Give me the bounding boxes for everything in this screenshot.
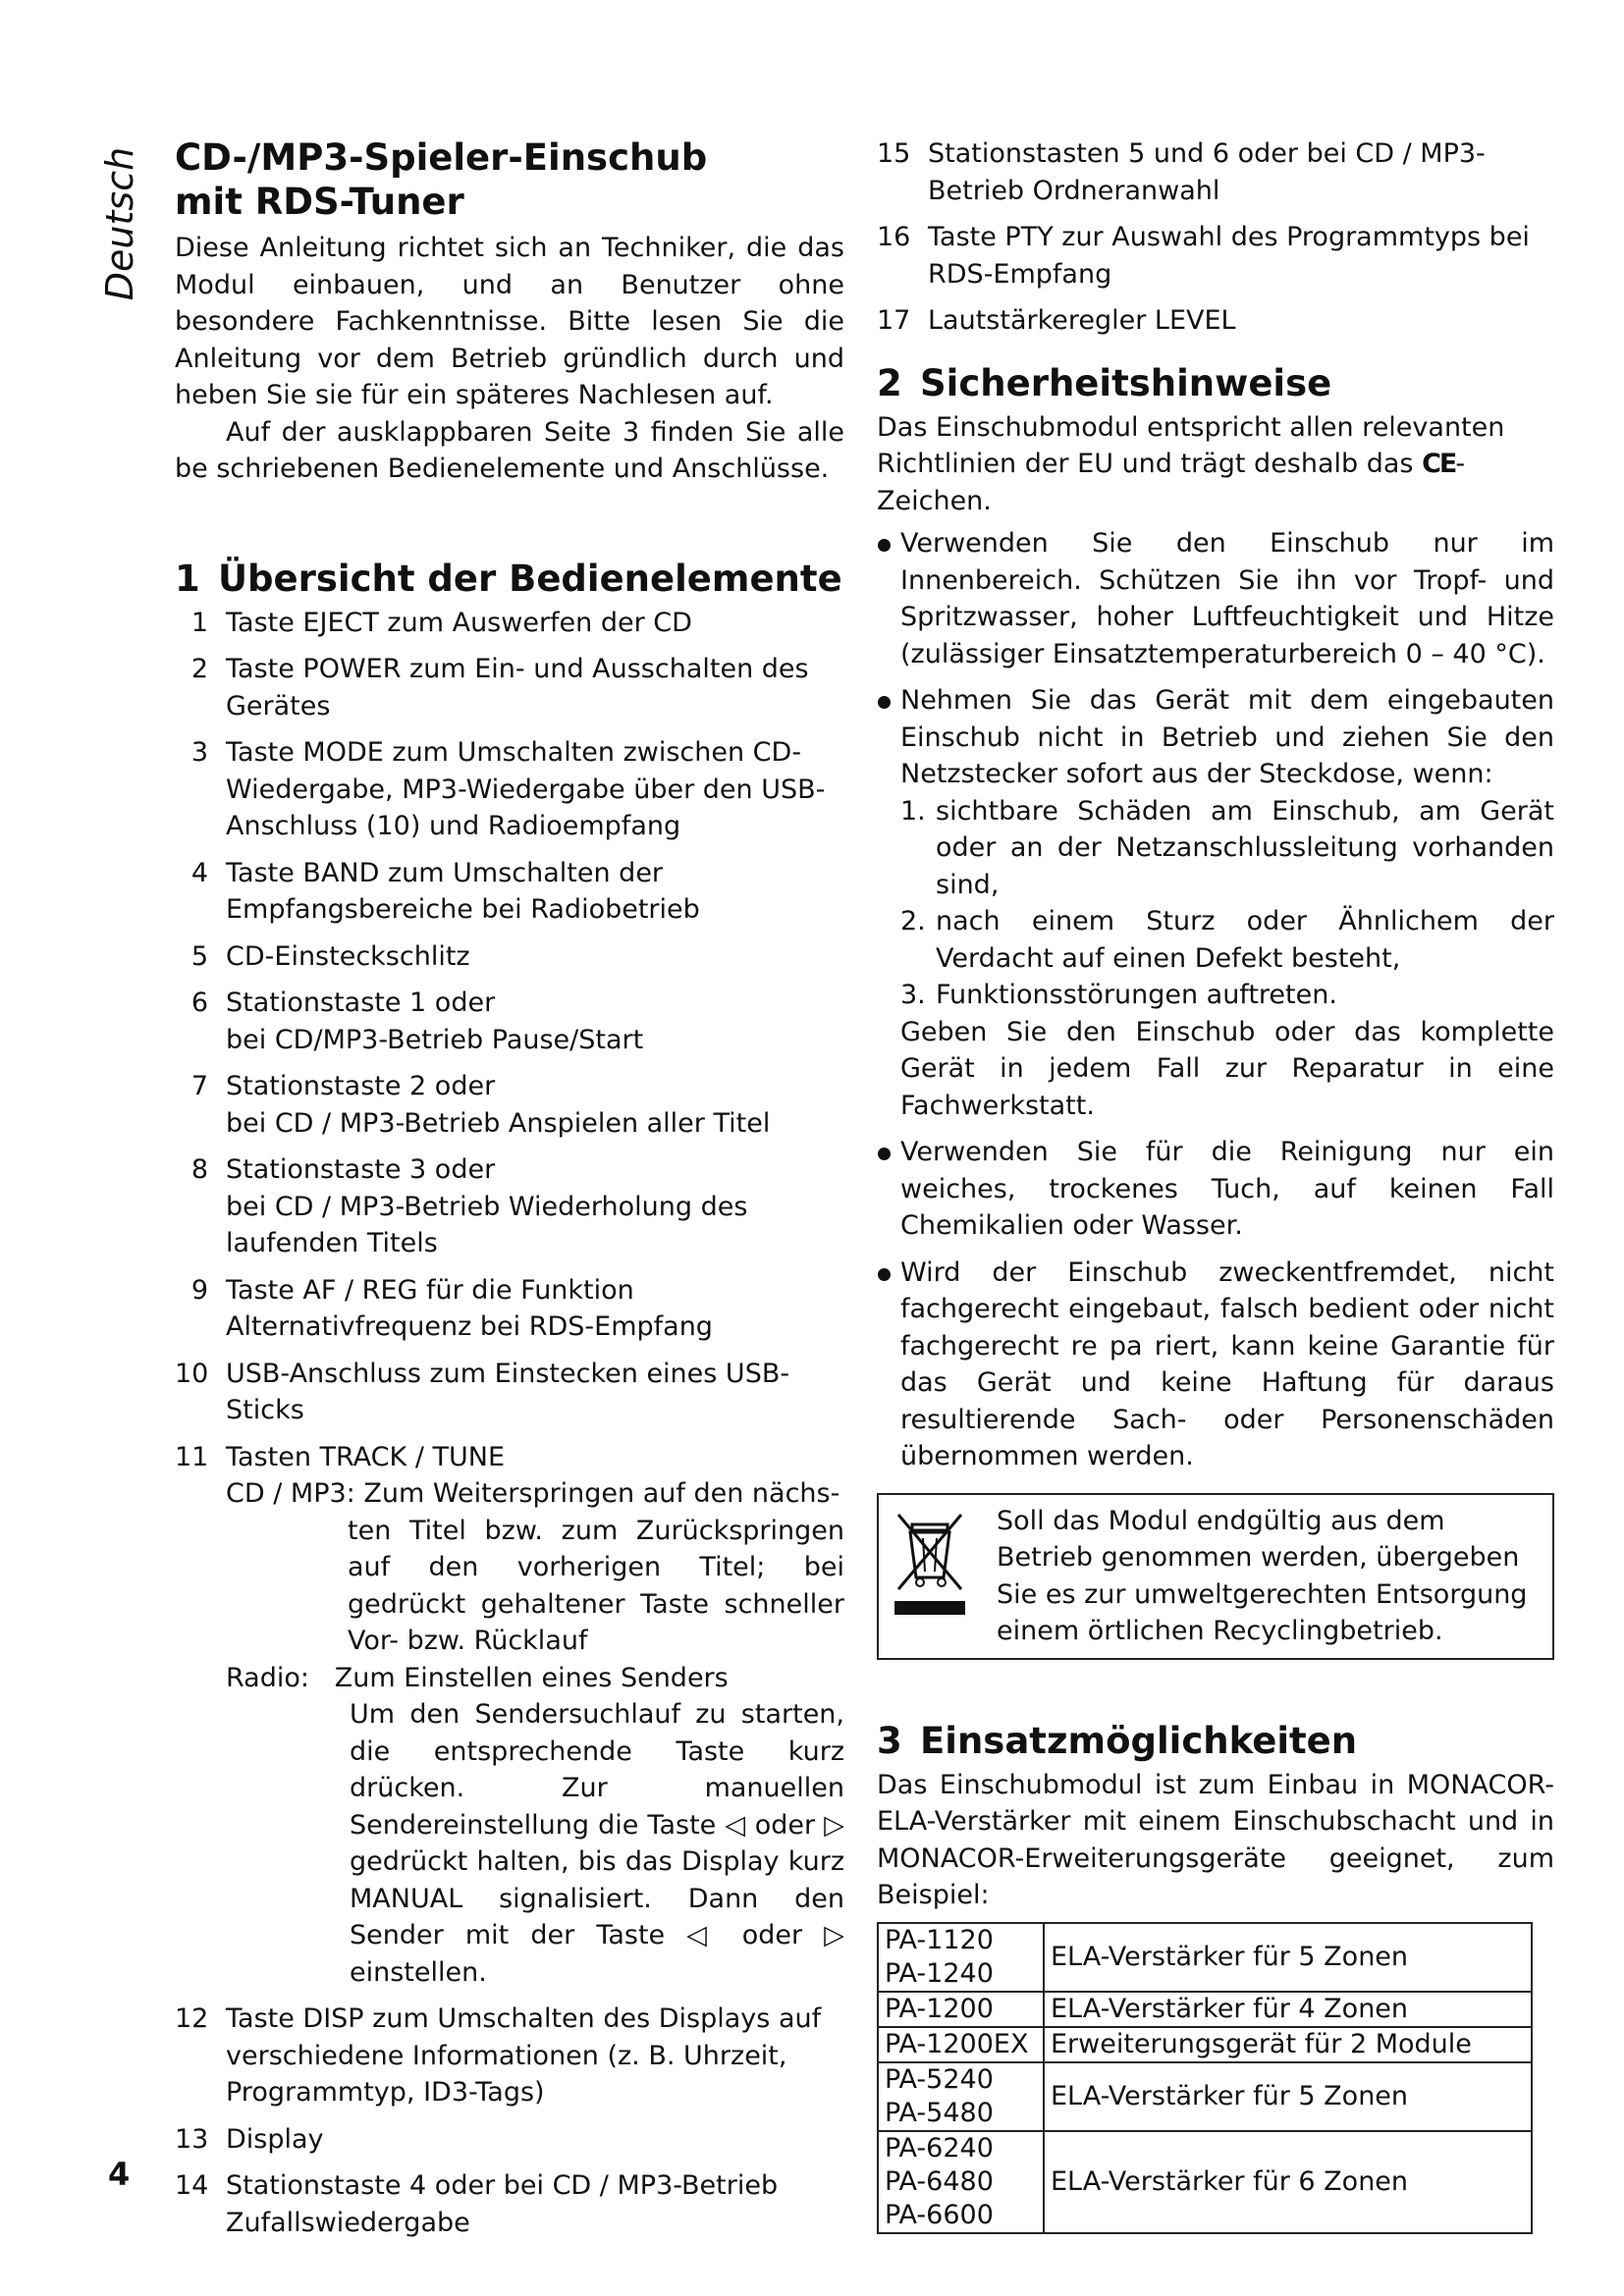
controls-list-continued	[877, 135, 1554, 340]
intro-paragraph: Diese Anleitung richtet sich an Techniker, die das Modul einbauen, und an Benutzer ohne besondere Fachkenntnisse. Bitte lesen Sie die Anleitung vor dem Betrieb gründlich durch und heben Sie sie für ein späteres Nachlesen auf.	[175, 233, 844, 410]
list-item: 2. nach einem Sturz oder Ähnlichem der Verdacht auf einen Defekt besteht,	[900, 906, 1554, 974]
safety-bullet: Verwenden Sie den Einschub nur im Innenbereich. Schützen Sie ihn vor Tropf- und Spritzwasser, hoher Luftfeuchtigkeit und Hitze (zulässiger Einsatztemperaturbereich 0 – 40 °C).	[877, 525, 1554, 672]
controls-list	[175, 605, 844, 2242]
section-heading-3: 3 Einsatzmöglichkeiten	[877, 1719, 1358, 1762]
list-item: 10 USB-Anschluss zum Einstecken eines USB-Sticks	[175, 1358, 790, 1425]
page-title: CD-/MP3-Spieler-Einschub mit RDS-Tuner	[175, 136, 708, 223]
list-item: 3 Taste MODE zum Umschalten zwischen CD-Wiedergabe, MP3-Wiedergabe über den USB-Anschluss (10) und Radioempfang	[190, 737, 826, 841]
section-heading-2: 2 Sicherheitshinweise	[877, 361, 1332, 404]
table-row: PA-1200EX Erweiterungsgerät für 2 Module	[878, 2027, 1532, 2062]
disposal-notice	[877, 1493, 1554, 1660]
disposal-text: Soll das Modul endgültig aus dem Betrieb genommen werden, übergeben Sie es zur umweltgerechten Entsorgung einem örtlichen Recyclingbetrieb.	[997, 1505, 1528, 1646]
list-item: 1 Taste EJECT zum Auswerfen der CD	[190, 607, 692, 638]
list-item: 3. Funktionsstörungen auftreten.	[900, 980, 1337, 1010]
right-column	[877, 135, 1554, 2234]
list-item: 17 Lautstärkeregler LEVEL	[877, 305, 1236, 336]
section-heading-1: 1 Übersicht der Bedienelemente	[175, 557, 842, 600]
list-item: 14 Stationstaste 4 oder bei CD / MP3-Betrieb Zufallswiedergabe	[175, 2170, 779, 2238]
compatible-devices-table	[877, 1922, 1533, 2234]
table-row: PA-5240 PA-5480 ELA-Verstärker für 5 Zonen	[878, 2062, 1532, 2131]
safety-bullet: Verwenden Sie für die Reinigung nur ein weiches, trockenes Tuch, auf keinen Fall Chemikalien oder Wasser.	[877, 1134, 1554, 1245]
ce-mark: CE	[1422, 449, 1456, 479]
list-item: 4 Taste BAND zum Umschalten der Empfangsbereiche bei Radiobetrieb	[190, 857, 700, 925]
list-item-track-tune: 11 Tasten TRACK / TUNE CD / MP3: Zum Weiterspringen auf den nächs- ten Titel bzw. zum Zurückspringen auf den vorherigen Titel; bei gedrückt gehaltener Taste schneller Vor- bzw. Rücklauf Radio: Zum Einstellen eines Senders Um den Sendersuchlauf zu starten, die entsprechende Taste kurz drücken. Zur manuellen Sendereinstellung die Taste ◁ oder ▷ gedrückt halten, bis das Display kurz MANUAL signalisiert. Dann den Sender mit der Taste ◁ oder ▷ einstellen.	[175, 1439, 844, 1992]
list-item: 9 Taste AF / REG für die Funktion Alternativfrequenz bei RDS-Empfang	[190, 1274, 713, 1342]
track-tune-details: CD / MP3: Zum Weiterspringen auf den nächs- ten Titel bzw. zum Zurückspringen auf den vorherigen Titel; bei gedrückt gehaltener Taste schneller Vor- bzw. Rücklauf Radio: Zum Einstellen eines Senders Um den Sendersuchlauf zu starten, die entsprechende Taste kurz drücken. Zur manuellen Sendereinstellung die Taste ◁ oder ▷ gedrückt halten, bis das Display kurz MANUAL signalisiert. Dann den Sender mit der Taste ◁ oder ▷ einstellen.	[226, 1478, 844, 1988]
list-item: 12 Taste DISP zum Umschalten des Displays auf verschiedene Informationen (z. B. Uhrzeit, Programmtyp, ID3-Tags)	[175, 2003, 822, 2108]
intro-paragraph-2: Auf der ausklappbaren Seite 3 finden Sie alle be schriebenen Bedienelemente und Anschlüsse.	[175, 416, 844, 484]
page-number: 4	[108, 2156, 131, 2193]
list-item: 1. sichtbare Schäden am Einschub, am Gerät oder an der Netzanschlussleitung vorhanden sind,	[900, 795, 1554, 900]
list-item: 6 Stationstaste 1 oder bei CD/MP3-Betrieb Pause/Start	[190, 988, 644, 1055]
safety-bullet: Nehmen Sie das Gerät mit dem eingebauten Einschub nicht in Betrieb und ziehen Sie den Netzstecker sofort aus der Steckdose, wenn: 1. sichtbare Schäden am Einschub, am Gerät oder an der Netzanschlussleitung vorhanden sind, 2. nach einem Sturz oder Ähnlichem der Verdacht auf einen Defekt besteht, 3. Funktionsstörungen auftreten. Geben Sie den Einschub oder das komplette Gerät in jedem Fall zur Reparatur in eine Fachwerkstatt.	[877, 682, 1554, 1124]
table-row: PA-6240 PA-6480 PA-6600 ELA-Verstärker für 6 Zonen	[878, 2131, 1532, 2233]
list-item: 2 Taste POWER zum Ein- und Ausschalten des Gerätes	[190, 654, 809, 721]
safety-intro: Das Einschubmodul entspricht allen relevanten Richtlinien der EU und trägt deshalb das CE-Zeichen.	[877, 411, 1505, 516]
condition-list	[900, 793, 1554, 1014]
applications-text: Das Einschubmodul ist zum Einbau in MONACOR-ELA-Verstärker mit einem Einschubschacht und in MONACOR-Erweiterungsgeräte geeignet, zum Beispiel:	[877, 1769, 1554, 1910]
list-item: 13 Display	[175, 2123, 324, 2155]
list-item: 5 CD-Einsteckschlitz	[190, 940, 470, 972]
list-item: 8 Stationstaste 3 oder bei CD / MP3-Betrieb Wiederholung des laufenden Titels	[190, 1154, 748, 1258]
language-tab	[100, 145, 139, 302]
list-item: 15 Stationstasten 5 und 6 oder bei CD / MP3-Betrieb Ordneranwahl	[877, 138, 1486, 206]
left-column	[175, 135, 844, 2251]
weee-bin-icon	[891, 1511, 969, 1619]
list-item: 16 Taste PTY zur Auswahl des Programmtyps bei RDS-Empfang	[877, 222, 1530, 290]
safety-bullet: Wird der Einschub zweckentfremdet, nicht fachgerecht eingebaut, falsch bedient oder nicht fachgerecht re pa riert, kann keine Garantie für das Gerät und keine Haftung für daraus resultierende Sach- oder Personenschäden übernommen werden.	[877, 1255, 1554, 1475]
list-item: 7 Stationstaste 2 oder bei CD / MP3-Betrieb Anspielen aller Titel	[190, 1071, 771, 1139]
language-label: Deutsch	[98, 146, 141, 301]
table-row: PA-1200 ELA-Verstärker für 4 Zonen	[878, 1992, 1532, 2027]
table-row: PA-1120 PA-1240 ELA-Verstärker für 5 Zonen	[878, 1923, 1532, 1992]
